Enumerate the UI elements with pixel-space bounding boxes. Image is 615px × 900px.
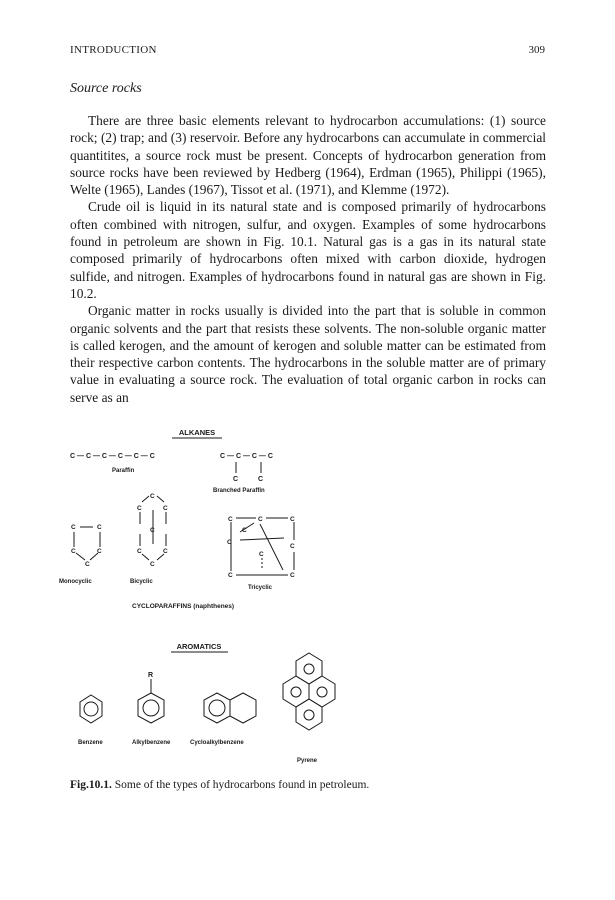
branch-atom-2: C: [258, 476, 264, 483]
figure-drawing: [40, 420, 580, 785]
pyrene-rings: [283, 653, 335, 730]
paragraph-3: Organic matter in rocks usually is divided into the part that is soluble in common organic solvents and the part that resists these solvents. The non-soluble organic matter is called kerogen, and the amount of kerogen and soluble matter can be estimated from their respective carbon contents. The hydrocarbons in the soluble matter are of primary value in evaluating a source rock. The evaluation of total organic carbon in rocks can serve as an: [70, 303, 546, 405]
cycloalkylbenzene-rings: [204, 693, 256, 723]
figure-hydrocarbons: [40, 420, 580, 785]
branch-atom-1: C: [233, 476, 239, 483]
page-header: [70, 44, 545, 60]
aromatics-heading: AROMATICS: [176, 642, 222, 651]
section-title: Source rocks: [70, 81, 142, 96]
mono-atom-2: C: [97, 524, 102, 531]
r-group-label: R: [148, 672, 154, 679]
bi-atom-4: C: [150, 527, 155, 534]
paraffin-chain: C — C — C — C — C — C: [70, 453, 155, 460]
mono-atom-3: C: [71, 548, 76, 555]
bi-atom-3: C: [163, 505, 168, 512]
branched-chain: C — C — C — C: [220, 453, 273, 460]
mono-atom-1: C: [71, 524, 76, 531]
bi-atom-1: C: [150, 493, 155, 500]
bicyclic-label: Bicyclic: [130, 579, 153, 585]
tricyclic-label: Tricyclic: [248, 585, 273, 591]
tri-atom-2: C: [258, 516, 263, 523]
benzene-label: Benzene: [78, 740, 103, 746]
tri-atom-8: C: [228, 572, 233, 579]
mono-atom-5: C: [85, 561, 90, 568]
caption-text: Some of the types of hydrocarbons found in petroleum.: [114, 779, 370, 791]
page-number: 309: [528, 44, 545, 56]
monocyclic-label: Monocyclic: [59, 579, 92, 585]
benzene-ring: [80, 695, 102, 723]
paraffin-label: Paraffin: [112, 468, 135, 474]
tri-atom-9: C: [290, 572, 295, 579]
mono-atom-4: C: [97, 548, 102, 555]
tri-atom-7: C: [259, 551, 264, 558]
bi-atom-7: C: [150, 561, 155, 568]
paragraph-1: There are three basic elements relevant to hydrocarbon accumulations: (1) source rock; (2) trap; and (3) reservoir. Before any hydrocarbons can accumulate in commercial quantitites, a source rock must be present. Concepts of hydrocarbon generation from source rocks have been reviewed by Hedberg (1964), Erdman (1965), Philippi (1965), Welte (1965), Landes (1967), Tissot et al. (1971), and Klemme (1972).: [70, 113, 546, 198]
tricyclic-bonds: [231, 518, 294, 575]
tri-atom-1: C: [228, 516, 233, 523]
alkanes-heading: ALKANES: [178, 428, 216, 437]
tri-atom-5: C: [227, 539, 232, 546]
bi-atom-5: C: [137, 548, 142, 555]
running-head: INTRODUCTION: [70, 44, 157, 56]
tri-atom-6: C: [290, 543, 295, 550]
pyrene-label: Pyrene: [297, 758, 318, 764]
caption-label: Fig.10.1.: [70, 779, 112, 791]
bi-atom-6: C: [163, 548, 168, 555]
branched-paraffin-label: Branched Paraffin: [213, 488, 265, 494]
figure-caption: [70, 779, 550, 791]
monocyclic-bonds: [74, 527, 100, 560]
cycloparaffins-label: CYCLOPARAFFINS (naphthenes): [132, 603, 235, 610]
tri-atom-3: C: [290, 516, 295, 523]
paragraph-2: Crude oil is liquid in its natural state and is composed primarily of hydrocarbons often combined with nitrogen, sulfur, and oxygen. Examples of some hydrocarbons found in petroleum are shown in Fig. 10.1. Natural gas is a gas in its natural state composed primarily of hydrocarbons often mixed with carbon dioxide, hydrogen sulfide, and nitrogen. Examples of hydrocarbons found in natural gas are shown in Fig. 10.2.: [70, 199, 546, 301]
tri-atom-4: C: [242, 527, 247, 534]
alkylbenzene-label: Alkylbenzene: [132, 740, 171, 746]
alkylbenzene-ring: [138, 679, 164, 723]
body-text: [70, 112, 546, 406]
cycloalkylbenzene-label: Cycloalkylbenzene: [190, 740, 244, 746]
bi-atom-2: C: [137, 505, 142, 512]
